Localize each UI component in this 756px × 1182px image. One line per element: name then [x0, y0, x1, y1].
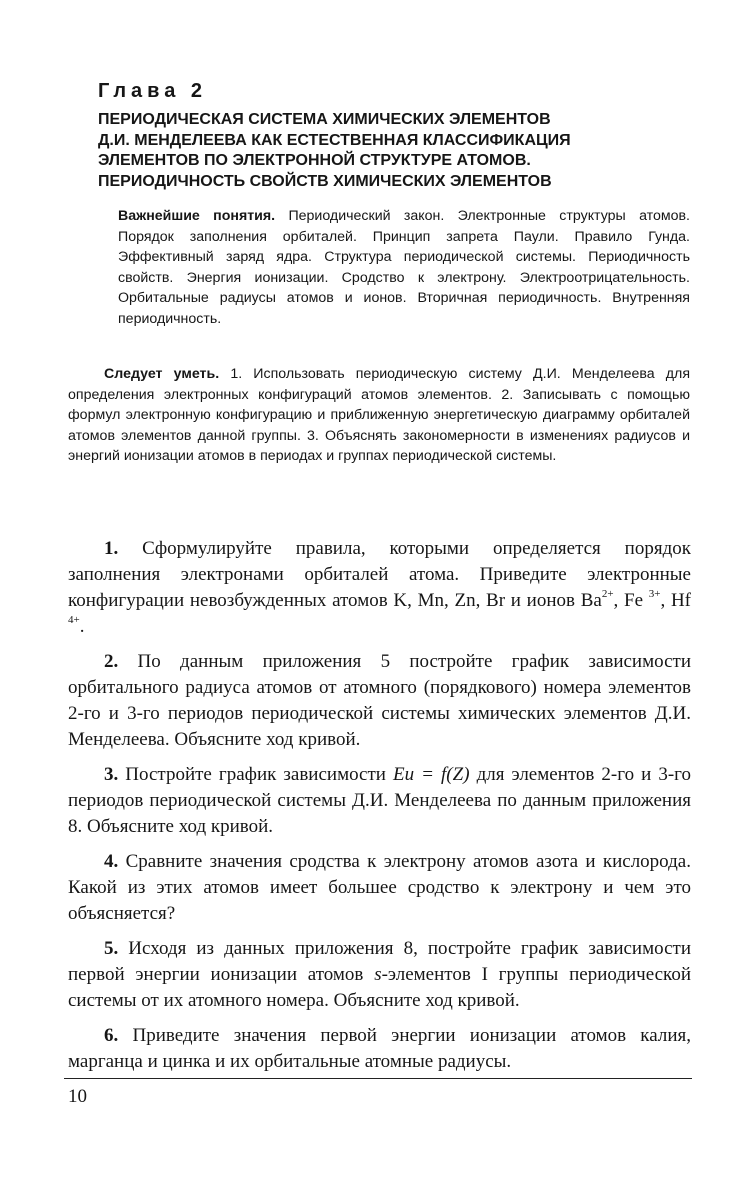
task-text: Сравните значения сродства к электрону атомов азота и кислорода. Какой из этих атомов имеет большее сродство к электрону и чем это объясняется? — [68, 851, 691, 924]
task-item — [68, 762, 691, 840]
task-text: , Fe — [613, 590, 649, 611]
ion-charge: 2+ — [601, 588, 614, 600]
task-text: Постройте график зависимости — [118, 764, 394, 785]
chapter-title — [98, 110, 688, 192]
task-number: 4. — [104, 851, 119, 872]
ionization-formula: Eи = f(Z) — [393, 764, 470, 785]
task-text: Приведите значения первой энергии ионизации атомов калия, марганца и цинка и их орбитальные атомные радиусы. — [68, 1025, 691, 1072]
required-skills-paragraph — [68, 364, 690, 467]
chapter-title-line: Д.И. МЕНДЕЛЕЕВА КАК ЕСТЕСТВЕННАЯ КЛАССИФИКАЦИЯ — [98, 131, 571, 149]
chapter-label: Глава 2 — [98, 80, 208, 102]
footer-divider — [64, 1078, 692, 1079]
task-item — [68, 536, 691, 640]
task-text: -элементов I группы периодической системы от их атомного номера. Объясните ход кривой. — [68, 964, 691, 1011]
chapter-title-line: ПЕРИОДИЧЕСКАЯ СИСТЕМА ХИМИЧЕСКИХ ЭЛЕМЕНТОВ — [98, 111, 551, 128]
task-list — [68, 536, 691, 1084]
required-skills-text: 1. Использовать периодическую систему Д.И. Менделеева для определения электронных конфигураций атомов элементов. 2. Записывать с помощью формул электронную конфигурацию и приближенную энергетическую диаграмму орбиталей атомов элементов данной группы. 3. Объяснять закономерности в изменениях радиусов и энергий ионизации атомов в периодах и группах периодической системы. — [68, 366, 691, 465]
key-concepts-text: Периодический закон. Электронные структуры атомов. Порядок заполнения орбиталей. Принцип запрета Паули. Правило Гунда. Эффективный заряд ядра. Структура периодической системы. Периодичность свойств. Энергия ионизации. Сродство к электрону. Электроотрицательность. Орбитальные радиусы атомов и ионов. Вторичная периодичность. Внутренняя периодичность. — [118, 208, 690, 327]
task-item — [68, 649, 691, 753]
task-number: 6. — [104, 1025, 119, 1046]
key-concepts-lead: Важнейшие понятия. — [118, 208, 276, 224]
task-text: По данным приложения 5 постройте график зависимости орбитального радиуса атомов от атомного (порядкового) номера элементов 2-го и 3-го периодов периодической системы химических элементов Д.И. Менделеева. Объясните ход кривой. — [68, 651, 691, 750]
required-skills-lead: Следует уметь. — [104, 366, 220, 382]
task-text: Сформулируйте правила, которыми определяется порядок заполнения электронами орбиталей атома. Приведите электронные конфигурации невозбужденных атомов K, Mn, Zn, Br и ионов Ba — [68, 538, 691, 611]
task-number: 2. — [104, 651, 119, 672]
task-text: . — [79, 616, 85, 637]
task-number: 3. — [104, 764, 119, 785]
ion-charge: 4+ — [68, 614, 80, 626]
page-number: 10 — [68, 1086, 87, 1107]
key-concepts-paragraph — [118, 206, 690, 330]
task-number: 5. — [104, 938, 119, 959]
chapter-title-line: ЭЛЕМЕНТОВ ПО ЭЛЕКТРОННОЙ СТРУКТУРЕ АТОМОВ. — [98, 152, 531, 169]
orbital-letter: s — [374, 964, 382, 985]
task-text: для элементов 2-го и 3-го периодов периодической системы Д.И. Менделеева по данным приложения 8. Объясните ход кривой. — [68, 764, 691, 837]
ion-charge: 3+ — [648, 588, 661, 600]
chapter-title-line: ПЕРИОДИЧНОСТЬ СВОЙСТВ ХИМИЧЕСКИХ ЭЛЕМЕНТОВ — [98, 172, 552, 190]
task-item — [68, 1023, 691, 1075]
task-text: , Hf — [660, 590, 691, 611]
task-item — [68, 936, 691, 1014]
task-number: 1. — [104, 538, 119, 559]
task-text: Исходя из данных приложения 8, постройте график зависимости первой энергии ионизации атомов — [68, 938, 691, 985]
task-item — [68, 849, 691, 927]
